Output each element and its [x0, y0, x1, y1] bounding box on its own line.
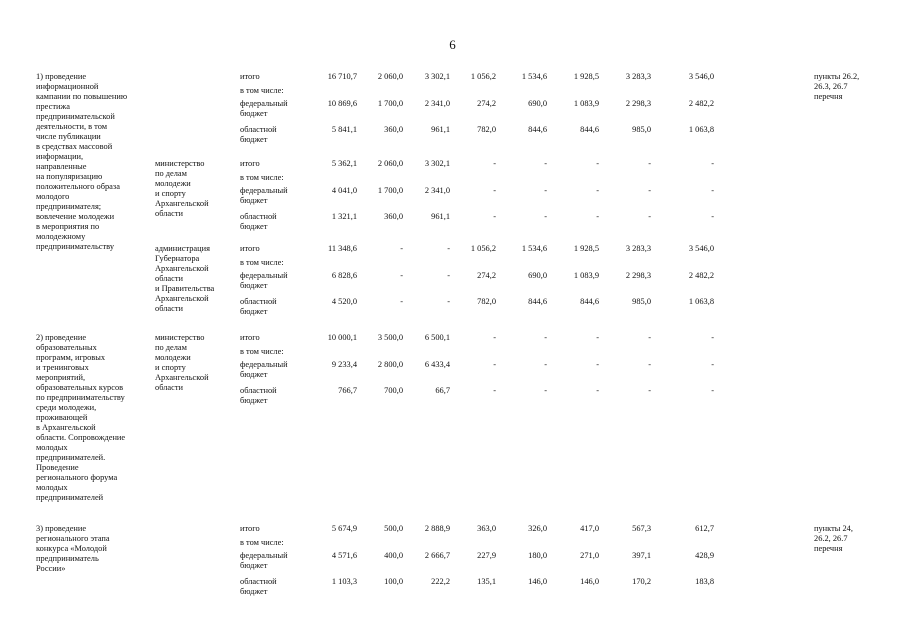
funding-source-label: областной бюджет [240, 577, 277, 596]
budget-value: 3 546,0 [688, 244, 714, 253]
measure-name: 3) проведение регионального этапа конкурса «Молодой предприниматель России» [36, 524, 110, 573]
budget-value: - [596, 186, 599, 195]
funding-source-label: в том числе: [240, 347, 284, 356]
budget-value: - [711, 212, 714, 221]
budget-value: - [544, 360, 547, 369]
budget-value: - [493, 186, 496, 195]
budget-value: 2 060,0 [377, 72, 403, 81]
budget-value: 180,0 [528, 551, 547, 560]
budget-value: 1 103,3 [331, 577, 357, 586]
budget-value: 690,0 [528, 271, 547, 280]
budget-value: - [711, 386, 714, 395]
budget-value: 985,0 [632, 297, 651, 306]
budget-value: - [493, 333, 496, 342]
budget-value: 1 063,8 [688, 297, 714, 306]
budget-value: 146,0 [580, 577, 599, 586]
budget-value: 222,2 [431, 577, 450, 586]
budget-value: 700,0 [384, 386, 403, 395]
budget-value: 2 060,0 [377, 159, 403, 168]
budget-value: - [400, 297, 403, 306]
budget-value: 1 056,2 [470, 244, 496, 253]
budget-value: 146,0 [528, 577, 547, 586]
budget-value: - [596, 212, 599, 221]
budget-value: 397,1 [632, 551, 651, 560]
funding-source-label: в том числе: [240, 538, 284, 547]
budget-value: 183,8 [695, 577, 714, 586]
budget-value: - [493, 159, 496, 168]
funding-source-label: областной бюджет [240, 212, 277, 231]
budget-value: - [648, 386, 651, 395]
budget-value: 1 083,9 [573, 271, 599, 280]
executor-name: министерство по делам молодежи и спорту Архангельской области [155, 333, 209, 392]
budget-value: 4 041,0 [331, 186, 357, 195]
funding-source-label: областной бюджет [240, 125, 277, 144]
budget-value: 6 433,4 [424, 360, 450, 369]
budget-value: 10 869,6 [327, 99, 357, 108]
budget-value: 567,3 [632, 524, 651, 533]
budget-value: 1 063,8 [688, 125, 714, 134]
budget-value: 6 828,6 [331, 271, 357, 280]
budget-value: 66,7 [435, 386, 450, 395]
budget-value: 274,2 [477, 271, 496, 280]
budget-value: 3 302,1 [424, 159, 450, 168]
budget-value: - [447, 244, 450, 253]
budget-value: 2 800,0 [377, 360, 403, 369]
budget-value: 766,7 [338, 386, 357, 395]
budget-value: 10 000,1 [327, 333, 357, 342]
budget-value: - [648, 333, 651, 342]
budget-value: 690,0 [528, 99, 547, 108]
budget-value: 1 083,9 [573, 99, 599, 108]
budget-value: 1 700,0 [377, 186, 403, 195]
funding-source-label: федеральный бюджет [240, 271, 288, 290]
budget-value: 360,0 [384, 212, 403, 221]
budget-value: 1 321,1 [331, 212, 357, 221]
budget-value: 2 666,7 [424, 551, 450, 560]
budget-value: 1 056,2 [470, 72, 496, 81]
budget-value: 135,1 [477, 577, 496, 586]
budget-value: 2 341,0 [424, 186, 450, 195]
budget-value: 170,2 [632, 577, 651, 586]
funding-source-label: итого [240, 333, 260, 342]
funding-source-label: в том числе: [240, 173, 284, 182]
budget-value: - [544, 386, 547, 395]
budget-value: - [648, 360, 651, 369]
budget-value: 11 348,6 [327, 244, 357, 253]
budget-value: 4 571,6 [331, 551, 357, 560]
budget-value: 5 841,1 [331, 125, 357, 134]
funding-source-label: федеральный бюджет [240, 186, 288, 205]
budget-value: 3 302,1 [424, 72, 450, 81]
budget-value: 3 283,3 [625, 72, 651, 81]
budget-value: - [596, 386, 599, 395]
executor-name: администрация Губернатора Архангельской области и Правительства Архангельской области [155, 244, 215, 313]
budget-value: - [400, 244, 403, 253]
budget-value: - [493, 386, 496, 395]
budget-value: - [447, 297, 450, 306]
budget-value: - [544, 186, 547, 195]
budget-value: 1 928,5 [573, 72, 599, 81]
executor-name: министерство по делам молодежи и спорту Архангельской области [155, 159, 209, 218]
budget-value: 2 482,2 [688, 99, 714, 108]
budget-value: 417,0 [580, 524, 599, 533]
budget-value: 2 482,2 [688, 271, 714, 280]
budget-value: 5 674,9 [331, 524, 357, 533]
budget-value: 4 520,0 [331, 297, 357, 306]
measure-name: 2) проведение образовательных программ, игровых и тренинговых мероприятий, образовательных курсов по предпринимательству среди молодежи, проживающей в Архангельской области. Сопровождение молодых предпринимателей. Проведение регионального форума молодых предпринимателей [36, 333, 126, 502]
budget-value: - [711, 186, 714, 195]
budget-value: 5 362,1 [331, 159, 357, 168]
budget-value: 9 233,4 [331, 360, 357, 369]
budget-value: 271,0 [580, 551, 599, 560]
budget-value: - [493, 360, 496, 369]
budget-value: 612,7 [695, 524, 714, 533]
budget-value: 2 888,9 [424, 524, 450, 533]
budget-value: 16 710,7 [327, 72, 357, 81]
funding-source-label: итого [240, 159, 260, 168]
budget-value: 782,0 [477, 125, 496, 134]
budget-value: - [596, 159, 599, 168]
funding-source-label: итого [240, 244, 260, 253]
funding-source-label: федеральный бюджет [240, 551, 288, 570]
budget-value: 961,1 [431, 212, 450, 221]
budget-value: 844,6 [580, 125, 599, 134]
funding-source-label: областной бюджет [240, 386, 277, 405]
budget-value: 1 700,0 [377, 99, 403, 108]
budget-value: - [596, 333, 599, 342]
budget-value: - [648, 159, 651, 168]
budget-value: - [596, 360, 599, 369]
reference-points: пункты 24, 26.2, 26.7 перечня [814, 524, 853, 553]
budget-value: - [544, 333, 547, 342]
budget-value: 360,0 [384, 125, 403, 134]
budget-value: 844,6 [580, 297, 599, 306]
budget-value: 1 534,6 [521, 72, 547, 81]
budget-value: 1 928,5 [573, 244, 599, 253]
funding-source-label: федеральный бюджет [240, 99, 288, 118]
funding-source-label: в том числе: [240, 258, 284, 267]
budget-value: - [400, 271, 403, 280]
budget-value: - [711, 360, 714, 369]
budget-value: 2 298,3 [625, 271, 651, 280]
budget-value: 326,0 [528, 524, 547, 533]
budget-value: 3 546,0 [688, 72, 714, 81]
budget-value: - [493, 212, 496, 221]
budget-value: 6 500,1 [424, 333, 450, 342]
budget-value: - [711, 159, 714, 168]
budget-value: 428,9 [695, 551, 714, 560]
budget-value: - [648, 186, 651, 195]
budget-value: 844,6 [528, 125, 547, 134]
funding-source-label: итого [240, 524, 260, 533]
budget-value: - [447, 271, 450, 280]
budget-value: 400,0 [384, 551, 403, 560]
budget-value: 500,0 [384, 524, 403, 533]
funding-source-label: в том числе: [240, 86, 284, 95]
budget-value: - [648, 212, 651, 221]
funding-source-label: областной бюджет [240, 297, 277, 316]
budget-value: 844,6 [528, 297, 547, 306]
budget-value: 3 500,0 [377, 333, 403, 342]
budget-value: 961,1 [431, 125, 450, 134]
measure-name: 1) проведение информационной кампании по повышению престижа предпринимательской деятельности, в том числе публикации в средствах массовой информации, направленные на популяризацию положительного образа молодого предпринимателя; вовлечение молодежи в мероприятия по молодежному предпринимательству [36, 72, 128, 251]
funding-source-label: федеральный бюджет [240, 360, 288, 379]
budget-value: 227,9 [477, 551, 496, 560]
budget-value: 2 341,0 [424, 99, 450, 108]
budget-value: 1 534,6 [521, 244, 547, 253]
budget-value: 985,0 [632, 125, 651, 134]
budget-value: 274,2 [477, 99, 496, 108]
budget-value: 100,0 [384, 577, 403, 586]
budget-value: - [544, 212, 547, 221]
budget-value: 782,0 [477, 297, 496, 306]
budget-value: - [544, 159, 547, 168]
budget-value: 363,0 [477, 524, 496, 533]
funding-source-label: итого [240, 72, 260, 81]
budget-value: - [711, 333, 714, 342]
budget-value: 3 283,3 [625, 244, 651, 253]
budget-value: 2 298,3 [625, 99, 651, 108]
page-number: 6 [449, 37, 456, 52]
reference-points: пункты 26.2, 26.3, 26.7 перечня [814, 72, 860, 101]
